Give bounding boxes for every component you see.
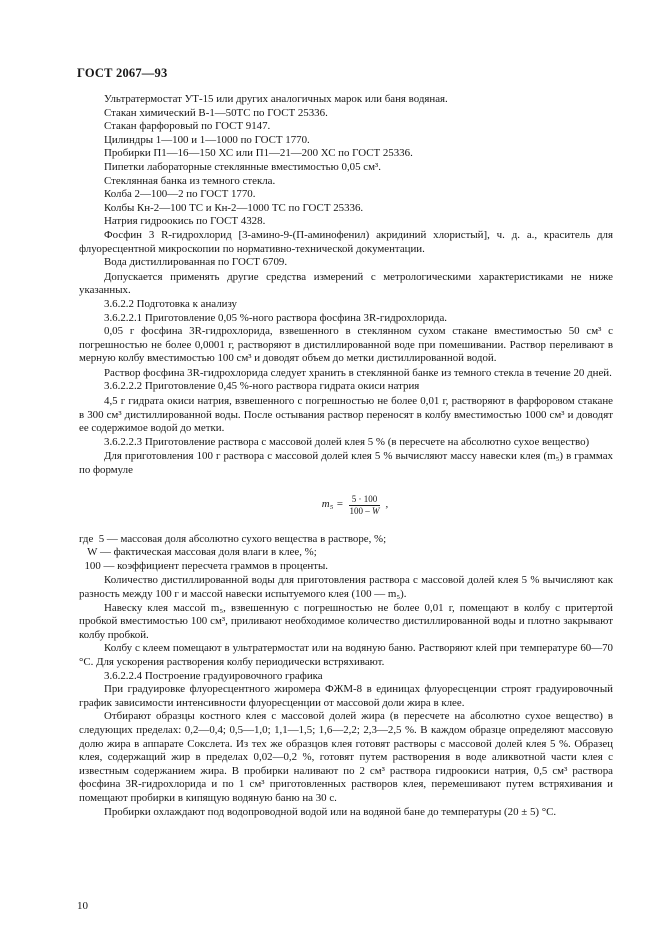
variable-definitions: [79, 533, 613, 574]
definition-text: 5 — массовая доля абсолютно сухого вещества в растворе, %;: [98, 532, 387, 545]
denominator-variable: W: [372, 505, 380, 516]
formula-intro-line2: (m₅) в граммах по формуле: [79, 450, 614, 477]
section-heading: 3.6.2.2.2 Приготовление 0,45 %-ного раствора гидрата окиси натрия: [104, 380, 420, 393]
equipment-item: Пипетки лабораторные стеклянные вместимостью 0,05 см³.: [104, 160, 382, 173]
section-heading: 3.6.2.2 Подготовка к анализу: [104, 297, 237, 310]
denominator-prefix: 100 –: [349, 505, 372, 516]
paragraph: Пробирки охлаждают под водопроводной водой или на водяной бане до температуры (20 ± 5) °С.: [104, 805, 557, 818]
formula-denominator: [347, 506, 383, 517]
paragraph: При градуировке флуоресцентного жиромера ФЖМ-8 в единицах флуоресценции строят градуировочный график зависимости интенсивности флуоресценции от массовой доли жира в клее.: [79, 683, 613, 709]
formula-lhs: m₅ =: [321, 498, 344, 511]
section-heading: 3.6.2.2.4 Построение градуировочного графика: [104, 669, 323, 682]
definition-row: [79, 546, 613, 560]
definition-row: [79, 560, 613, 574]
formula-numerator: 5 · 100: [349, 494, 381, 506]
equipment-item: Стакан химический В-1—50ТС по ГОСТ 25336.: [104, 106, 328, 119]
equipment-item: Натрия гидроокись по ГОСТ 4328.: [104, 215, 266, 228]
definition-lead: [79, 546, 87, 560]
page-number: 10: [77, 900, 88, 912]
section-heading: 3.6.2.2.1 Приготовление 0,05 %-ного раствора фосфина 3R-гидрохлорида.: [104, 311, 448, 324]
equipment-item: Цилиндры 1—100 и 1—1000 по ГОСТ 1770.: [104, 133, 310, 146]
paragraph: Раствор фосфина 3R-гидрохлорида следует хранить в стеклянной банке из темного стекла в течение 20 дней.: [104, 366, 612, 379]
definition-text: W — фактическая массовая доля влаги в клее, %;: [87, 546, 317, 559]
paragraph: 0,05 г фосфина 3R-гидрохлорида, взвешенного в стеклянном сухом стакане вместимостью 50 см³ с погрешностью не более 0,0001 г, растворяют в дистиллированной воде при помешивании. Раствор переливают в мерную колбу вместимостью 100 см³ и доводят объем до метки дистиллированной водой.: [79, 325, 613, 365]
equipment-item: Пробирки П1—16—150 ХС или П1—21—200 ХС по ГОСТ 25336.: [104, 147, 413, 160]
equipment-item: Стеклянная банка из темного стекла.: [104, 174, 276, 187]
equipment-item: Ультратермостат УТ-15 или других аналогичных марок или баня водяная.: [104, 93, 448, 105]
standard-header: ГОСТ 2067—93: [77, 66, 168, 80]
paragraph: Количество дистиллированной воды для приготовления раствора с массовой долей клея 5 % вычисляют как разность между 100 г и массой навески испытуемого клея (100 — m₅).: [79, 574, 613, 600]
equipment-item: Вода дистиллированная по ГОСТ 6709.: [104, 256, 288, 269]
paragraph: Колбу с клеем помещают в ультратермостат или на водяную баню. Растворяют клей при температуре 60—70 °С. Для ускорения растворения колбу периодически встряхивают.: [79, 642, 613, 668]
formula-fraction: [347, 494, 383, 517]
mass-formula: [97, 494, 613, 517]
paragraph: Отбирают образцы костного клея с массовой долей жира (в пересчете на абсолютно сухое вещество) в следующих пределах: 0,2—0,4; 0,5—1,0; 1,1—1,5; 1,6—2,2; 2,3—2,5 %. В каждом образце определяют массовую долю жира в аппарате Сокслета. Из тех же образцов клея готовят растворы с массовой долей клея 5 %. Образец клея, содержащий жир в пределах 0,02—0,2 %, готовят путем растворения в воде аликвотной части клея с известным содержанием жира. В пробирки наливают по 2 см³ раствора гидроокиси натрия, 0,5 см³ раствора фосфина 3R-гидрохлорида и по 1 см³ приготовленных растворов клея, перемешивают путем встряхивания и помещают пробирки в кипящую водяную баню на 30 с.: [79, 710, 613, 804]
paragraph: Допускается применять другие средства измерений с метрологическими характеристиками не ниже указанных.: [79, 270, 613, 297]
document-body: [79, 93, 613, 819]
equipment-item: Колба 2—100—2 по ГОСТ 1770.: [104, 188, 256, 201]
paragraph: 4,5 г гидрата окиси натрия, взвешенного с погрешностью не более 0,01 г, растворяют в фарфоровом стакане в 300 см³ дистиллированной воды. После остывания раствор переносят в колбу вместимостью 1000 см³ и доводят ее содержимое водой до метки.: [79, 395, 613, 435]
equipment-item: Колбы Кн-2—100 ТС и Кн-2—1000 ТС по ГОСТ 25336.: [104, 201, 364, 214]
definition-lead: где: [79, 532, 99, 545]
definition-row: [79, 533, 613, 547]
equipment-item: Фосфин 3 R-гидрохлорид [3-амино-9-(П-аминофенил) акридиний хлористый], ч. д. а., краситель для флуоресцентной микроскопии по нормативно-технической документации.: [79, 228, 613, 255]
equipment-item: Стакан фарфоровый по ГОСТ 9147.: [104, 120, 271, 133]
formula-intro: [79, 450, 613, 477]
equipment-list: [79, 93, 613, 270]
formula-intro-line1: Для приготовления 100 г раствора с массовой долей клея 5 % вычисляют массу навески клея: [104, 450, 541, 463]
definition-text: 100 — коэффициент пересчета граммов в проценты.: [84, 559, 329, 572]
formula-tail: ,: [385, 498, 389, 511]
section-heading: 3.6.2.2.3 Приготовление раствора с массовой долей клея 5 % (в пересчете на абсолютно сухое вещество): [104, 435, 590, 448]
paragraph: Навеску клея массой m₅, взвешенную с погрешностью не более 0,01 г, помещают в колбу с притертой пробкой вместимостью 100 см³, приливают необходимое количество дистиллированной воды и плотно закрывают колбу пробкой.: [79, 601, 613, 641]
